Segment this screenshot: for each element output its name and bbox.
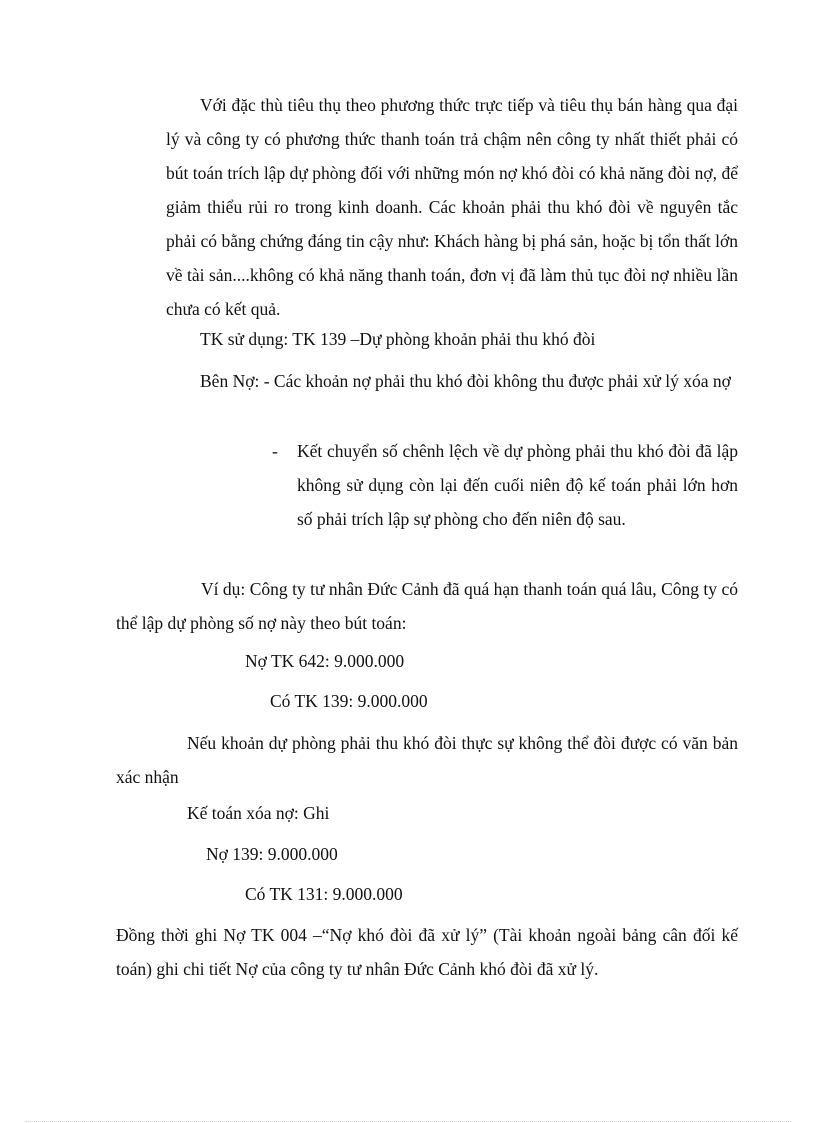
writeoff-label-line: Kế toán xóa nợ: Ghi xyxy=(187,803,330,823)
intro-paragraph: Với đặc thù tiêu thụ theo phương thức trực tiếp và tiêu thụ bán hàng qua đại lý và công ty có phương thức thanh toán trả chậm nên công ty nhất thiết phải có bút toán trích lập dự phòng đối với những món nợ khó đòi có khả năng đòi nợ, để giảm thiểu rủi ro trong kinh doanh. Các khoản phải thu khó đòi về nguyên tắc phải có bằng chứng đáng tin cậy như: Khách hàng bị phá sản, hoặc bị tổn thất lớn về tài sản....không có khả năng thanh toán, đơn vị đã làm thủ tục đòi nợ nhiều lần chưa có kết quả. xyxy=(166,95,738,319)
example-paragraph: Ví dụ: Công ty tư nhân Đức Cảnh đã quá hạn thanh toán quá lâu, Công ty có thể lập dự phòng số nợ này theo bút toán: xyxy=(116,579,738,633)
closing-paragraph: Đồng thời ghi Nợ TK 004 –“Nợ khó đòi đã xử lý” (Tài khoản ngoài bảng cân đối kế toán) ghi chi tiết Nợ của công ty tư nhân Đức Cảnh khó đòi đã xử lý. xyxy=(116,925,738,979)
page-bottom-rule xyxy=(25,1121,791,1122)
entry2-debit-line: Nợ 139: 9.000.000 xyxy=(206,844,338,864)
debit-side-paragraph: Bên Nợ: - Các khoản nợ phải thu khó đòi không thu được phải xử lý xóa nợ xyxy=(200,371,731,391)
bullet-paragraph: Kết chuyển số chênh lệch về dự phòng phải thu khó đòi đã lập không sử dụng còn lại đến cuối niên độ kế toán phải lớn hơn số phải trích lập sự phòng cho đến niên độ sau. xyxy=(297,441,738,529)
account-used-line: TK sử dụng: TK 139 –Dự phòng khoản phải thu khó đòi xyxy=(200,329,596,349)
entry1-debit-line: Nợ TK 642: 9.000.000 xyxy=(245,651,405,671)
if-clause-paragraph: Nếu khoản dự phòng phải thu khó đòi thực sự không thể đòi được có văn bản xác nhận xyxy=(116,733,738,787)
entry1-credit-line: Có TK 139: 9.000.000 xyxy=(270,691,428,711)
entry2-credit-line: Có TK 131: 9.000.000 xyxy=(245,884,403,904)
bullet-dash: - xyxy=(272,441,278,461)
